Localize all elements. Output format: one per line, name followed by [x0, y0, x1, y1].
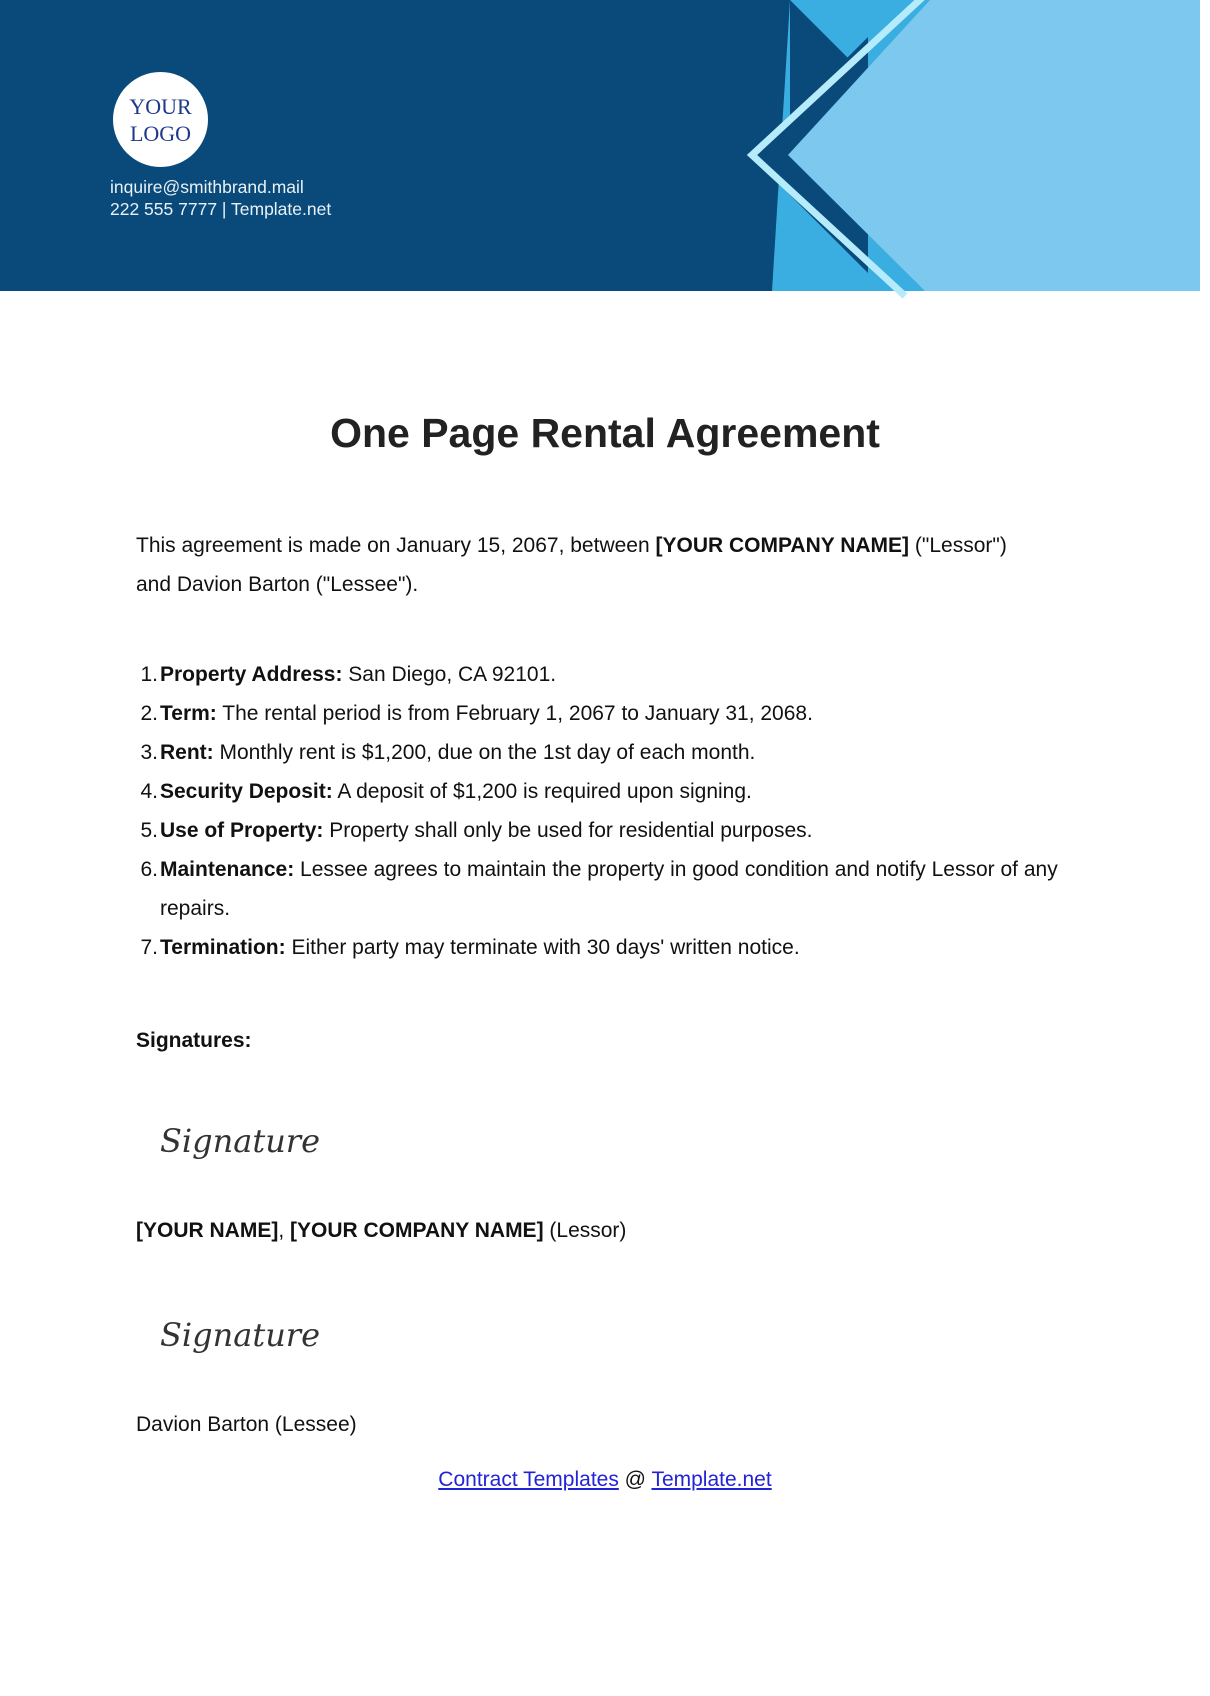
- header-banner: [0, 0, 1200, 291]
- term-label: Maintenance:: [160, 858, 295, 881]
- term-item: [140, 655, 1080, 694]
- term-item: [140, 733, 1080, 772]
- signature-script: Signature: [160, 1316, 321, 1354]
- signatures-heading: Signatures:: [136, 1029, 252, 1052]
- term-item: [140, 811, 1080, 850]
- lessee-signature-line: Davion Barton (Lessee): [136, 1413, 357, 1436]
- intro-text-1: This agreement is made on January 15, 2067, between: [136, 534, 656, 557]
- term-number: 6.: [140, 858, 158, 881]
- lessor-role: (Lessor): [543, 1219, 627, 1242]
- template-net-link[interactable]: Template.net: [651, 1468, 772, 1491]
- terms-list: [136, 655, 1080, 967]
- term-item: [140, 850, 1080, 928]
- intro-paragraph: [136, 526, 1036, 604]
- contact-phone-site: 222 555 7777 | Template.net: [110, 199, 332, 219]
- term-label: Rent:: [160, 741, 214, 764]
- term-number: 7.: [140, 936, 158, 959]
- term-number: 1.: [140, 663, 158, 686]
- term-label: Property Address:: [160, 663, 343, 686]
- logo-line-2: LOGO: [129, 120, 192, 146]
- term-item: [140, 772, 1080, 811]
- document-title: One Page Rental Agreement: [330, 410, 880, 456]
- lessor-signature-line: [136, 1211, 626, 1250]
- term-text: A deposit of $1,200 is required upon signing.: [332, 780, 752, 803]
- term-label: Security Deposit:: [160, 780, 333, 803]
- footer-separator: @: [618, 1468, 652, 1491]
- term-text: San Diego, CA 92101.: [342, 663, 557, 686]
- logo-line-1: YOUR: [129, 93, 192, 119]
- lessor-company: [YOUR COMPANY NAME]: [290, 1219, 544, 1242]
- intro-text-2: ("Lessor") and Davion Barton ("Lessee").: [136, 534, 1007, 596]
- term-text: The rental period is from February 1, 2067 to January 31, 2068.: [216, 702, 813, 725]
- term-item: [140, 928, 1080, 967]
- term-text: Monthly rent is $1,200, due on the 1st day of each month.: [213, 741, 756, 764]
- term-number: 2.: [140, 702, 158, 725]
- term-text: Lessee agrees to maintain the property in good condition and notify Lessor of any repairs.: [160, 858, 1058, 920]
- term-number: 3.: [140, 741, 158, 764]
- term-item: [140, 694, 1080, 733]
- term-text: Property shall only be used for residential purposes.: [323, 819, 813, 842]
- intro-company-name: [YOUR COMPANY NAME]: [655, 534, 910, 557]
- lessee-signature-image: [158, 1308, 321, 1360]
- contract-templates-link[interactable]: Contract Templates: [438, 1468, 619, 1491]
- lessor-name: [YOUR NAME]: [136, 1219, 279, 1242]
- contact-info: [110, 176, 331, 220]
- term-number: 5.: [140, 819, 158, 842]
- footer-links: [0, 1460, 1210, 1499]
- company-logo: [113, 72, 208, 167]
- term-text: Either party may terminate with 30 days' written notice.: [285, 936, 800, 959]
- contact-email: inquire@smithbrand.mail: [110, 177, 304, 197]
- lessor-separator: ,: [278, 1219, 290, 1242]
- term-label: Use of Property:: [160, 819, 324, 842]
- term-number: 4.: [140, 780, 158, 803]
- signature-script: Signature: [160, 1122, 321, 1160]
- term-label: Term:: [160, 702, 217, 725]
- lessor-signature-image: [158, 1114, 321, 1166]
- term-label: Termination:: [160, 936, 286, 959]
